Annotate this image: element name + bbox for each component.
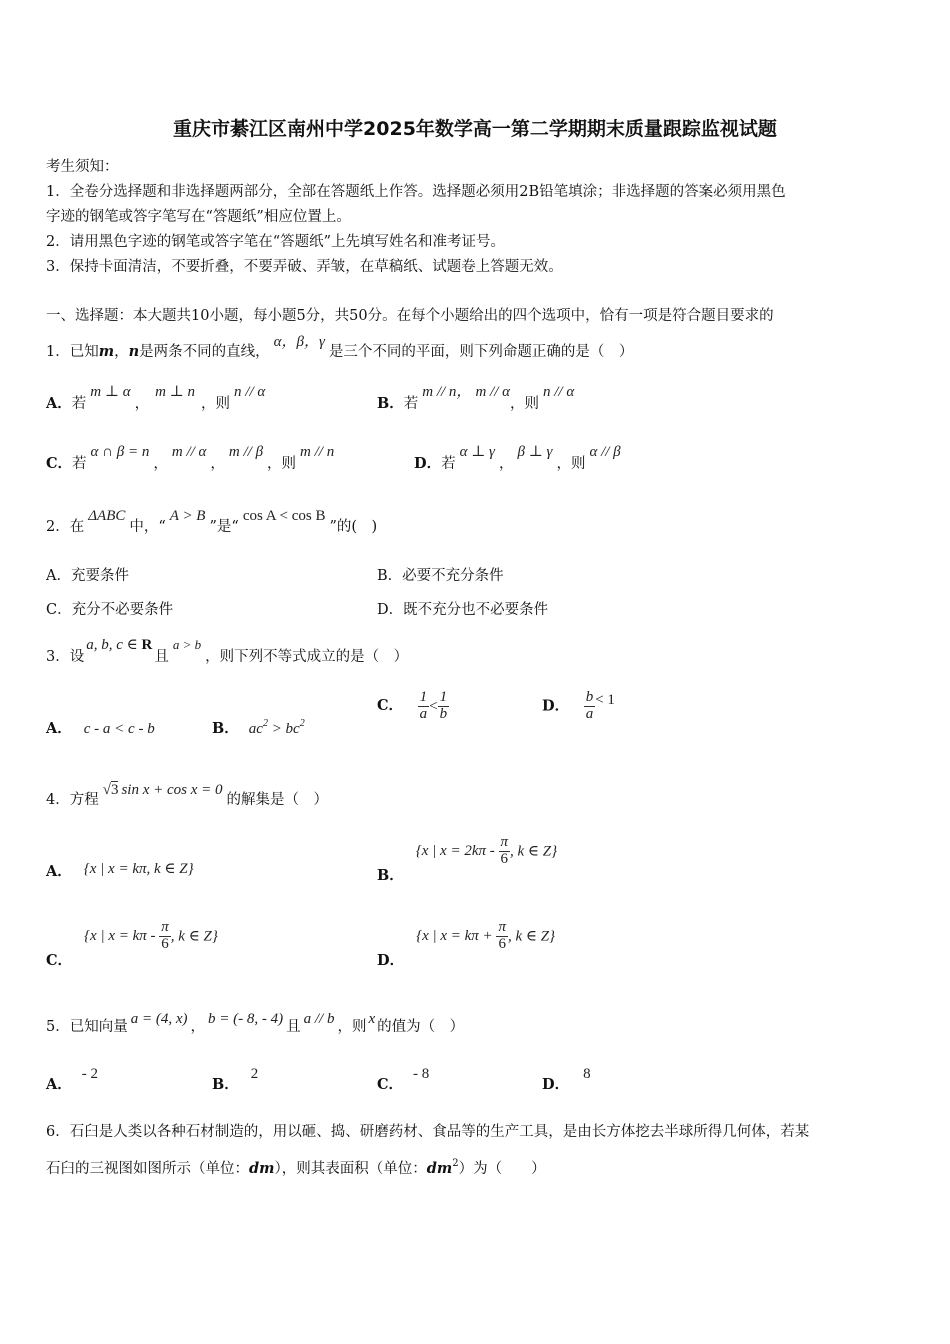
question-5-option-c[interactable]: C．- 8 xyxy=(377,1066,430,1093)
notice-item-3: 3．保持卡面清洁，不要折叠，不要弄破、弄皱，在草稿纸、试题卷上答题无效。 xyxy=(46,259,563,275)
notice-item-2: 2．请用黑色字迹的钢笔或答字笔在“答题纸”上先填写姓名和准考证号。 xyxy=(46,234,506,250)
question-3-option-c[interactable]: C． $\frac{1}{a}$ < $\frac{1}{b}$ xyxy=(377,689,448,722)
question-3-stem: 3．设a, b, c ∈ R且a > b，则下列不等式成立的是（ ） xyxy=(46,637,409,665)
question-2-option-a[interactable]: A．充要条件 xyxy=(46,568,129,584)
question-4-option-b[interactable]: B．{x | x = 2kπ - $\frac{\pi}{6}$ , k ∈ Z} xyxy=(377,834,558,885)
question-4-option-c[interactable]: C．{x | x = kπ - $\frac{\pi}{6}$ , k ∈ Z} xyxy=(46,919,218,970)
question-5-option-a[interactable]: A．- 2 xyxy=(46,1066,99,1093)
notice-item-1-line-1: 1．全卷分选择题和非选择题两部分，全部在答题纸上作答。选择题必须用2B铅笔填涂；非选择题的答案必须用黑色 xyxy=(46,184,786,200)
page-title: 重庆市綦江区南州中学2025年数学高一第二学期期末质量跟踪监视试题 xyxy=(173,118,777,140)
question-number: 2． xyxy=(46,519,70,535)
question-1-stem: 1．已知m，n是两条不同的直线，α，β，γ是三个不同的平面，则下列命题正确的是（ ） xyxy=(46,334,634,360)
question-6-line-1: 6．石臼是人类以各种石材制造的，用以砸、捣、研磨药材、食品等的生产工具，是由长方体挖去半球所得几何体，若某 xyxy=(46,1124,810,1140)
question-3-option-d[interactable]: D． $\frac{b}{a}$ < 1 xyxy=(542,689,615,722)
question-5-option-b[interactable]: B．2 xyxy=(212,1066,259,1093)
notice-heading: 考生须知： xyxy=(46,159,119,175)
question-1-option-b[interactable]: B．若m // n， m // α，则n // α xyxy=(377,384,575,412)
question-number: 3． xyxy=(46,649,70,665)
question-2-option-c[interactable]: C．充分不必要条件 xyxy=(46,602,174,618)
question-5-option-d[interactable]: D．8 xyxy=(542,1066,591,1093)
question-4-option-a[interactable]: A． {x | x = kπ, k ∈ Z} xyxy=(46,861,194,880)
question-1-option-c[interactable]: C．若α ∩ β = n，m // α，m // β，则m // n xyxy=(46,444,335,472)
question-4-option-d[interactable]: D．{x | x = kπ + $\frac{\pi}{6}$ , k ∈ Z} xyxy=(377,919,556,970)
question-2-option-b[interactable]: B．必要不充分条件 xyxy=(377,568,504,584)
question-6-line-2: 石臼的三视图如图所示（单位：dm），则其表面积（单位：$dm^2$）为（ ） xyxy=(46,1158,546,1177)
question-5-stem: 5．已知向量 a = (4, x) ， b = (- 8, - 4) 且 a // b ，则 x 的值为（ ） xyxy=(46,1011,465,1035)
question-number: 1． xyxy=(46,344,70,360)
question-number: 5． xyxy=(46,1019,70,1035)
question-3-option-b[interactable]: B． $ac^2 > bc^2$ xyxy=(212,718,305,737)
question-4-stem: 4．方程√3 sin x + cos x = 0的解集是（ ） xyxy=(46,782,329,808)
question-2-option-d[interactable]: D．既不充分也不必要条件 xyxy=(377,602,549,618)
question-3-option-a[interactable]: A． c - a < c - b xyxy=(46,720,155,737)
question-1-option-d[interactable]: D．若α ⊥ γ，β ⊥ γ，则α // β xyxy=(414,444,621,472)
question-2-stem: 2．在ΔABC中，“A > B”是“cos A < cos B”的( ) xyxy=(46,508,378,535)
planes-math: α，β，γ xyxy=(273,334,325,350)
section-heading: 一、选择题：本大题共10小题，每小题5分，共50分。在每个小题给出的四个选项中，恰有一项是符合题目要求的 xyxy=(46,308,774,324)
question-1-option-a[interactable]: A．若m ⊥ α，m ⊥ n，则n // α xyxy=(46,384,266,412)
sqrt-icon: √ xyxy=(102,782,111,798)
notice-item-1-line-2: 字迹的钢笔或答字笔写在“答题纸”相应位置上。 xyxy=(46,209,351,225)
question-number: 4． xyxy=(46,792,70,808)
